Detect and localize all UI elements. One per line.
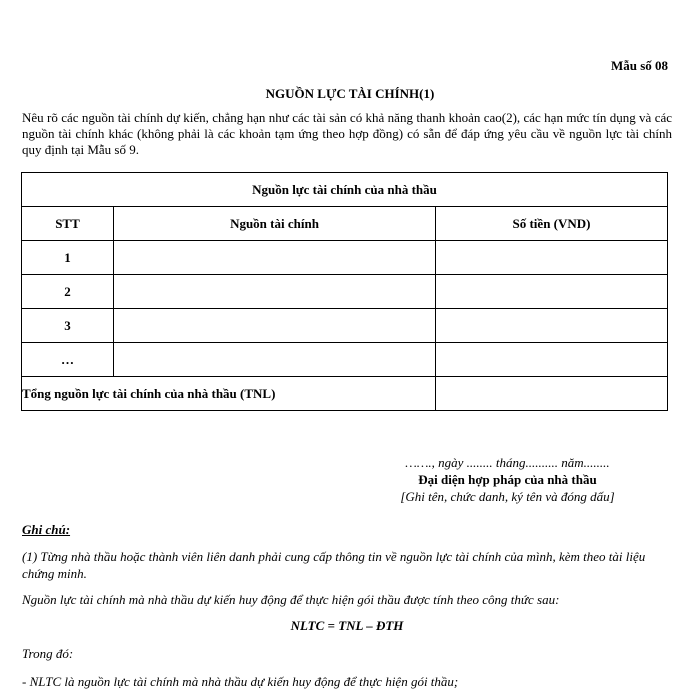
header-source: Nguồn tài chính <box>114 207 436 241</box>
where-label: Trong đó: <box>22 646 74 661</box>
page-title: NGUỒN LỰC TÀI CHÍNH(1) <box>265 86 435 101</box>
row-stt: 1 <box>22 241 114 275</box>
table-header-row <box>22 207 668 241</box>
total-value[interactable] <box>436 377 668 411</box>
table-row <box>22 343 668 377</box>
formula: NLTC = TNL – ĐTH <box>290 618 404 633</box>
signature-block <box>380 454 635 505</box>
row-stt: 2 <box>22 275 114 309</box>
row-amount[interactable] <box>436 343 668 377</box>
table-row <box>22 275 668 309</box>
row-amount[interactable] <box>436 309 668 343</box>
note-1: (1) Từng nhà thầu hoặc thành viên liên danh phải cung cấp thông tin về nguồn lực tài chính của mình, kèm theo tài liệu chứng minh. <box>22 549 646 581</box>
row-stt: … <box>22 343 114 377</box>
total-label: Tổng nguồn lực tài chính của nhà thầu (TNL) <box>22 377 436 411</box>
row-source[interactable] <box>114 275 436 309</box>
row-source[interactable] <box>114 309 436 343</box>
header-amount: Số tiền (VND) <box>436 207 668 241</box>
financial-resources-table <box>21 172 668 411</box>
table-row <box>22 241 668 275</box>
form-number: Mẫu số 08 <box>610 58 668 73</box>
date-line: ……., ngày ........ tháng.......... năm........ <box>405 455 610 470</box>
row-amount[interactable] <box>436 275 668 309</box>
row-source[interactable] <box>114 343 436 377</box>
definition-nltc: - NLTC là nguồn lực tài chính mà nhà thầu dự kiến huy động để thực hiện gói thầu; <box>22 674 459 689</box>
table-caption: Nguồn lực tài chính của nhà thầu <box>22 173 668 207</box>
signature-instruction: [Ghi tên, chức danh, ký tên và đóng dấu] <box>400 489 615 504</box>
notes-heading: Ghi chú: <box>22 522 71 537</box>
table-row <box>22 309 668 343</box>
table-caption-row <box>22 173 668 207</box>
row-stt: 3 <box>22 309 114 343</box>
note-2: Nguồn lực tài chính mà nhà thầu dự kiến huy động để thực hiện gói thầu được tính theo công thức sau: <box>22 592 560 607</box>
header-stt: STT <box>22 207 114 241</box>
row-source[interactable] <box>114 241 436 275</box>
intro-paragraph: Nêu rõ các nguồn tài chính dự kiến, chẳng hạn như các tài sản có khả năng thanh khoản cao(2), các hạn mức tín dụng và các nguồn tài chính khác (không phải là các khoản tạm ứng theo hợp đồng) có sẵn để đáp ứng yêu cầu về nguồn lực tài chính quy định tại Mẫu số 9. <box>22 110 672 157</box>
table-total-row <box>22 377 668 411</box>
row-amount[interactable] <box>436 241 668 275</box>
representative-title: Đại diện hợp pháp của nhà thầu <box>418 472 597 487</box>
notes-section <box>22 522 672 690</box>
